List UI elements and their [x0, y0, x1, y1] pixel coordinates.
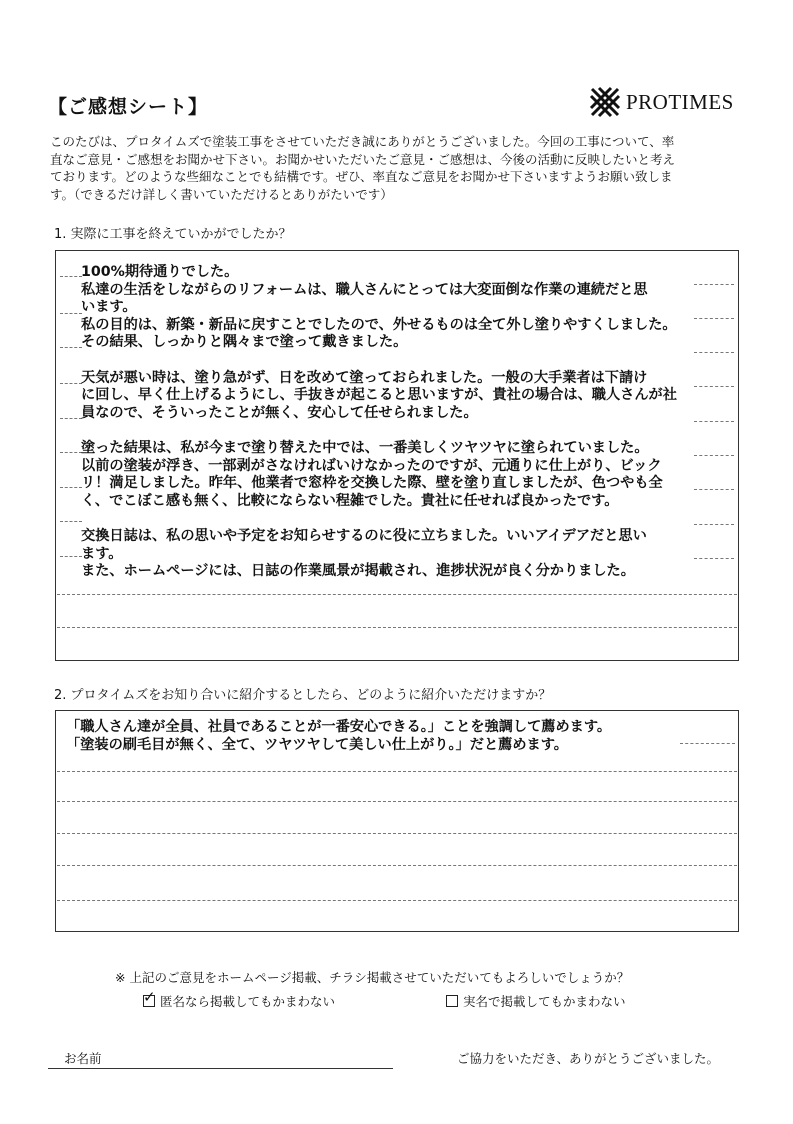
option-realname-label: 実名で掲載してもかまわない [463, 994, 626, 1009]
answer-line: く、でこぼこ感も無く、比較にならない程雑でした。貴社に任せれば良かったです。 [81, 492, 619, 509]
intro-text [50, 133, 750, 203]
intro-line: す。（できるだけ詳しく書いていただけるとありがたいです） [50, 186, 393, 202]
answer-line: また、ホームページには、日誌の作業風景が掲載され、進捗状況が良く分かりました。 [81, 563, 635, 580]
answer-line: 100%期待通りでした。 [81, 264, 239, 280]
answer-line: 塗った結果は、私が今まで塗り替えた中では、一番美しくツヤツヤに塗られていました。 [81, 439, 649, 456]
answer-line [81, 352, 677, 370]
option-anonymous-label: 匿名なら掲載してもかまわない [160, 994, 336, 1009]
option-realname[interactable] [446, 992, 626, 1010]
publication-consent-notice: ※ 上記のご意見をホームページ掲載、チラシ掲載させていただいてもよろしいでしょうか？ [115, 970, 630, 985]
answer-line: 「塗装の刷毛目が無く、全て、ツヤツヤして美しい仕上がり。」だと薦めます。 [66, 736, 568, 753]
answer-line: に回し、早く仕上げるようにし、手抜きが起こると思いますが、貴社の場合は、職人さんが社 [81, 387, 677, 404]
answer-line: リ！満足しました。昨年、他業者で窓枠を交換した際、壁を塗り直しましたが、色つやも全 [81, 475, 663, 492]
answer-line: います。 [81, 299, 137, 316]
page-title: 【ご感想シート】 [48, 96, 209, 118]
name-field-line[interactable] [48, 1068, 393, 1069]
answer-1-text [81, 264, 677, 581]
answer-line [81, 422, 677, 440]
answer-line: 私達の生活をしながらのリフォームは、職人さんにとっては大変面倒な作業の連続だと思 [81, 281, 648, 298]
checkbox-anonymous[interactable] [143, 988, 156, 1007]
answer-line [81, 510, 677, 528]
answer-line: 員なので、そういったことが無く、安心して任せられました。 [81, 404, 478, 421]
answer-2-text [66, 719, 611, 754]
answer-line: その結果、しっかりと隅々まで塗って戴きました。 [81, 334, 408, 351]
name-label: お名前 [64, 1051, 102, 1066]
protimes-mark-icon [588, 85, 622, 119]
intro-line: このたびは、プロタイムズで塗装工事をさせていただき誠にありがとうございました。今回の工事について、率 [50, 134, 675, 149]
answer-line: 交換日誌は、私の思いや予定をお知らせするのに役に立ちました。いいアイデアだと思い [81, 527, 647, 544]
intro-line: 直なご意見・ご感想をお聞かせ下さい。お聞かせいただいたご意見・ご感想は、今後の活動に反映したいと考え [50, 151, 676, 167]
option-anonymous[interactable] [143, 988, 336, 1010]
protimes-logo [588, 84, 734, 120]
answer-line: 以前の塗装が浮き、一部剥がさなければいけなかったのですが、元通りに仕上がり、ビック [81, 457, 662, 474]
question-1-label: 1. 実際に工事を終えていかがでしたか？ [54, 227, 292, 242]
check-mark-icon: ✓ [143, 988, 156, 1006]
logo-text: PROTIMES [626, 89, 734, 114]
answer-line: 私の目的は、新築・新品に戻すことでしたので、外せるものは全て外し塗りやすくしました。 [81, 316, 677, 333]
answer-line: 天気が悪い時は、塗り急がず、日を改めて塗っておられました。一般の大手業者は下請け [81, 369, 648, 386]
question-2-label: 2. プロタイムズをお知り合いに紹介するとしたら、どのように紹介いただけますか？ [54, 688, 552, 703]
checkbox-realname[interactable] [446, 995, 458, 1007]
answer-line: ます。 [81, 545, 123, 562]
intro-line: ております。どのような些細なことでも結構です。ぜひ、率直なご意見をお聞かせ下さいますようお願い致しま [50, 169, 673, 184]
answer-line: 「職人さん達が全員、社員であることが一番安心できる。」ことを強調して薦めます。 [66, 719, 612, 735]
thanks-text: ご協力をいただき、ありがとうございました。 [457, 1051, 720, 1066]
